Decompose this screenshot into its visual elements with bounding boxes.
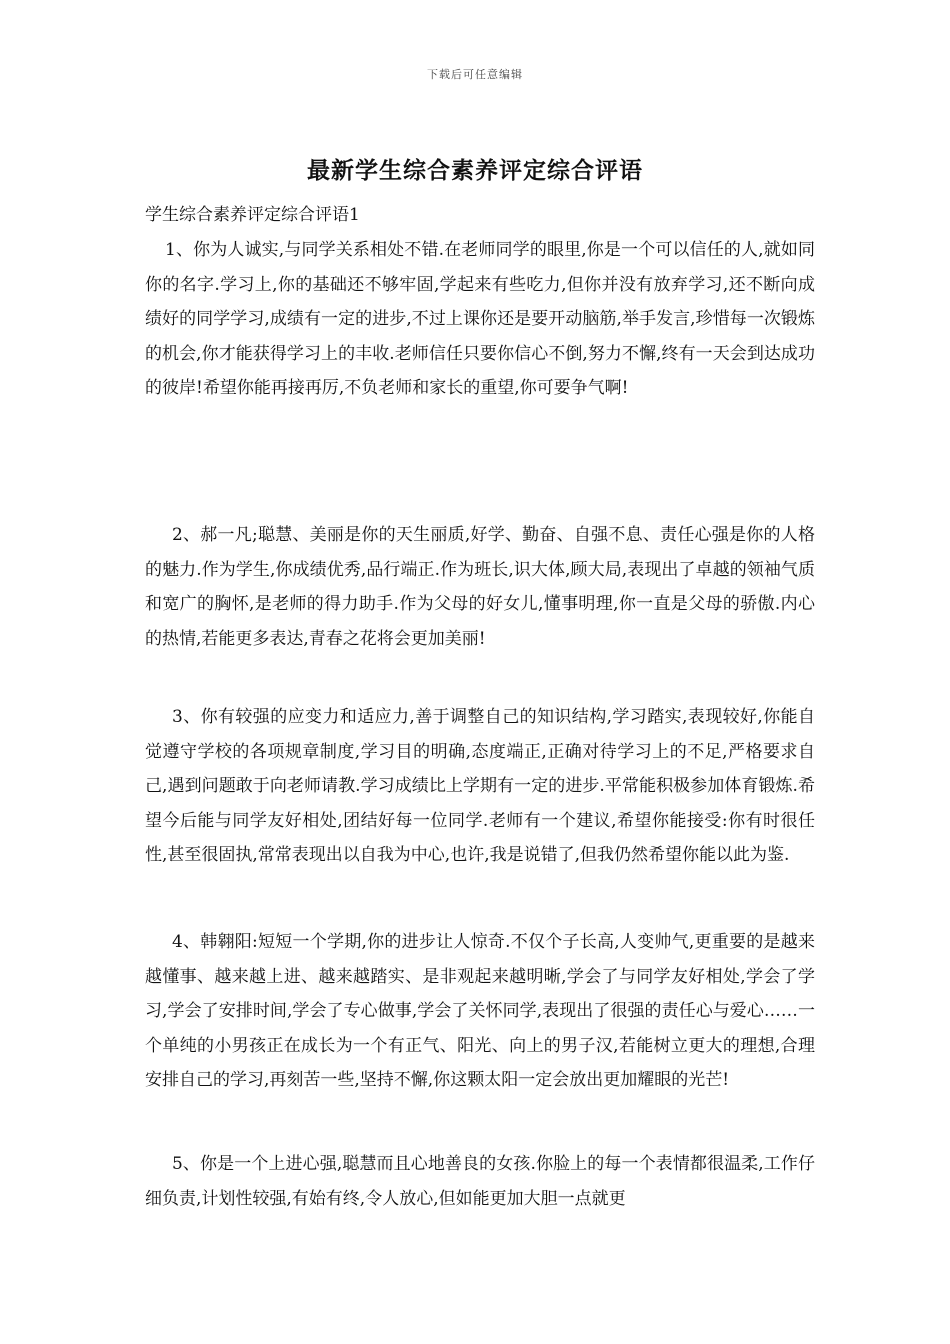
document-subtitle: 学生综合素养评定综合评语1 — [145, 205, 360, 225]
comment-paragraph-2: 2、郝一凡;聪慧、美丽是你的天生丽质,好学、勤奋、自强不息、责任心强是你的人格的魅力.作为学生,你成绩优秀,品行端正.作为班长,识大体,顾大局,表现出了卓越的领袖气质和宽广的胸怀,是老师的得力助手.作为父母的好女儿,懂事明理,你一直是父母的骄傲.内心的热情,若能更多表达,青春之花将会更加美丽! — [145, 525, 815, 649]
comment-paragraph-5: 5、你是一个上进心强,聪慧而且心地善良的女孩.你脸上的每一个表情都很温柔,工作仔细负责,计划性较强,有始有终,令人放心,但如能更加大胆一点就更 — [145, 1154, 815, 1209]
comment-paragraph-1: 1、你为人诚实,与同学关系相处不错.在老师同学的眼里,你是一个可以信任的人,就如同你的名字.学习上,你的基础还不够牢固,学起来有些吃力,但你并没有放弃学习,还不断向成绩好的同学学习,成绩有一定的进步,不过上课你还是要开动脑筋,举手发言,珍惜每一次锻炼的机会,你才能获得学习上的丰收.老师信任只要你信心不倒,努力不懈,终有一天会到达成功的彼岸!希望你能再接再厉,不负老师和家长的重望,你可要争气啊! — [145, 240, 815, 399]
header-note: 下载后可任意编辑 — [427, 68, 523, 81]
comment-paragraph-3: 3、你有较强的应变力和适应力,善于调整自己的知识结构,学习踏实,表现较好,你能自觉遵守学校的各项规章制度,学习目的明确,态度端正,正确对待学习上的不足,严格要求自己,遇到问题敢于向老师请教.学习成绩比上学期有一定的进步.平常能积极参加体育锻炼.希望今后能与同学友好相处,团结好每一位同学.老师有一个建议,希望你能接受:你有时很任性,甚至很固执,常常表现出以自我为中心,也许,我是说错了,但我仍然希望你能以此为鉴. — [145, 707, 815, 866]
document-title: 最新学生综合素养评定综合评语 — [307, 157, 643, 184]
comment-paragraph-4: 4、韩翱阳:短短一个学期,你的进步让人惊奇.不仅个子长高,人变帅气,更重要的是越来越懂事、越来越上进、越来越踏实、是非观起来越明晰,学会了与同学友好相处,学会了学习,学会了安排时间,学会了专心做事,学会了关怀同学,表现出了很强的责任心与爱心……一个单纯的小男孩正在成长为一个有正气、阳光、向上的男子汉,若能树立更大的理想,合理安排自己的学习,再刻苦一些,坚持不懈,你这颗太阳一定会放出更加耀眼的光芒! — [145, 932, 815, 1091]
